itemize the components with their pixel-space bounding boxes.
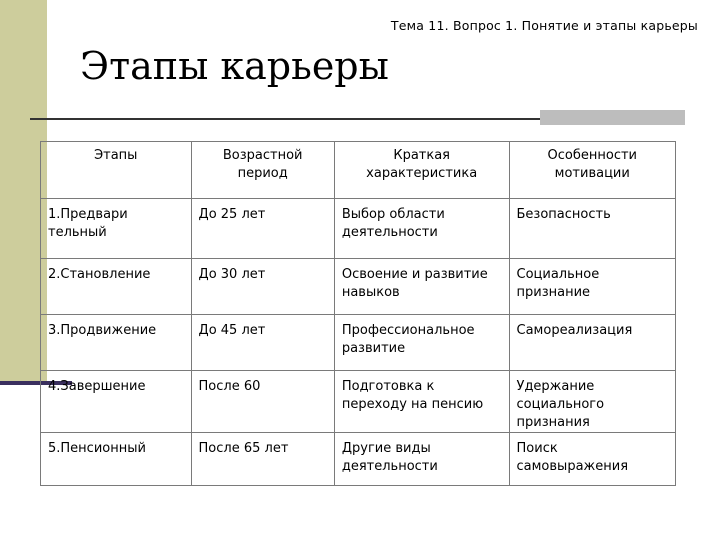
table-row <box>41 199 676 259</box>
cell-age: До 25 лет <box>191 199 334 259</box>
cell-motivation: Безопасность <box>509 199 675 259</box>
cell-age: До 45 лет <box>191 315 334 371</box>
header-description: Краткая характеристика <box>334 142 509 199</box>
header-stages: Этапы <box>41 142 192 199</box>
table-row <box>41 433 676 486</box>
cell-age: До 30 лет <box>191 259 334 315</box>
slide-title: Этапы карьеры <box>80 44 389 88</box>
cell-description: Освоение и развитие навыков <box>334 259 509 315</box>
table-header-row <box>41 142 676 199</box>
cell-description: Профессиональное развитие <box>334 315 509 371</box>
cell-age: После 60 <box>191 371 334 433</box>
rule-block <box>540 110 685 125</box>
cell-description: Выбор области деятельности <box>334 199 509 259</box>
cell-description: Другие виды деятельности <box>334 433 509 486</box>
cell-stage: 4.Завершение <box>41 371 192 433</box>
header-motivation: Особенности мотивации <box>509 142 675 199</box>
cell-stage: 1.Предвари тельный <box>41 199 192 259</box>
cell-motivation: Поиск самовыражения <box>509 433 675 486</box>
cell-motivation: Социальное признание <box>509 259 675 315</box>
cell-description: Подготовка к переходу на пенсию <box>334 371 509 433</box>
table-row <box>41 315 676 371</box>
header-age-period: Возрастной период <box>191 142 334 199</box>
slide-subtitle: Тема 11. Вопрос 1. Понятие и этапы карьеры <box>390 18 698 33</box>
table-row <box>41 371 676 433</box>
cell-motivation: Удержание социального признания <box>509 371 675 433</box>
cell-stage: 2.Становление <box>41 259 192 315</box>
table-row <box>41 259 676 315</box>
cell-age: После 65 лет <box>191 433 334 486</box>
career-stages-table <box>40 141 676 486</box>
cell-stage: 5.Пенсионный <box>41 433 192 486</box>
cell-motivation: Самореализация <box>509 315 675 371</box>
cell-stage: 3.Продвижение <box>41 315 192 371</box>
